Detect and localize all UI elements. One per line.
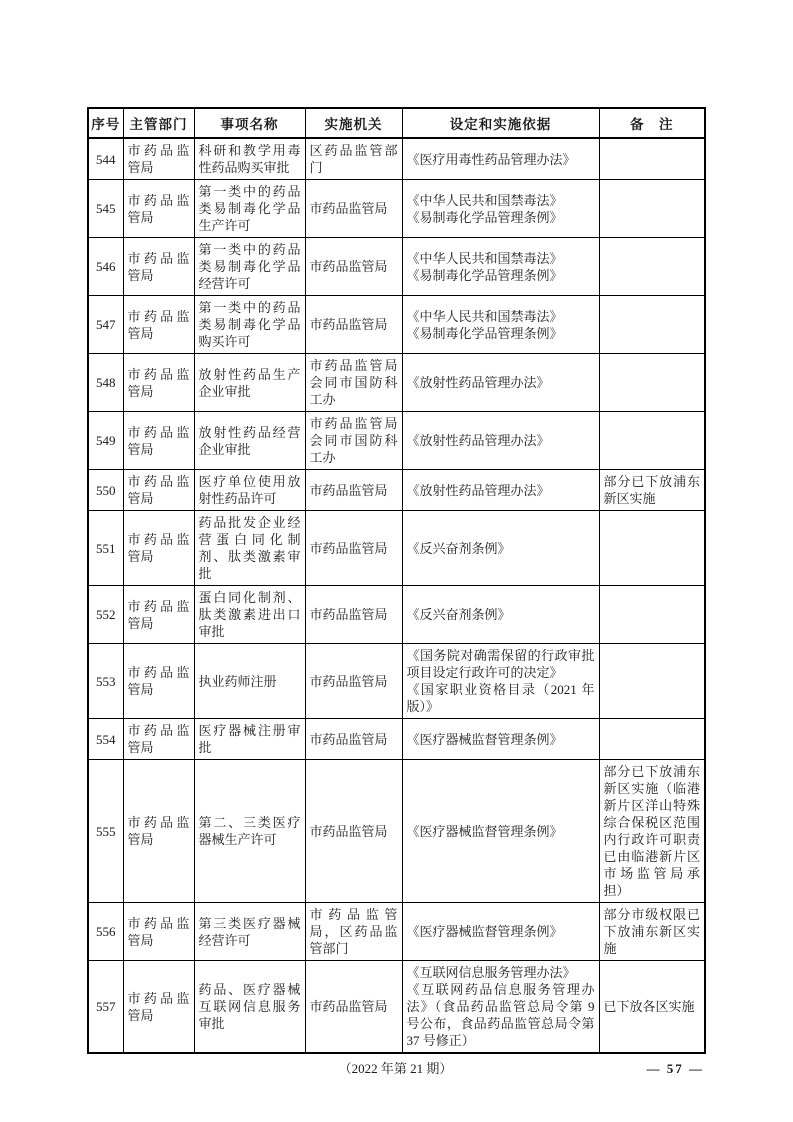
cell-item: 蛋白同化制剂、肽类激素进出口审批: [194, 586, 305, 644]
cell-basis: [402, 961, 599, 1054]
cell-dept: 市药品监管局: [123, 760, 194, 903]
table-row: [88, 296, 705, 354]
cell-agency: 市药品监管局: [305, 760, 402, 903]
cell-agency: 市药品监管局: [305, 511, 402, 586]
cell-dept: 市药品监管局: [123, 961, 194, 1054]
table-body: [88, 138, 705, 1053]
cell-dept: 市药品监管局: [123, 903, 194, 961]
table-row: [88, 719, 705, 760]
cell-agency: 市药品监管局: [305, 180, 402, 238]
cell-item: 药品批发企业经营蛋白同化制剂、肽类激素审批: [194, 511, 305, 586]
basis-entry: 《易制毒化学品管理条例》: [406, 209, 563, 225]
cell-agency: 市药品监管局: [305, 961, 402, 1054]
cell-no: 557: [88, 961, 123, 1054]
cell-basis: [402, 760, 599, 903]
page-footer: [87, 1060, 704, 1078]
cell-no: 546: [88, 238, 123, 296]
header-row: [88, 108, 705, 138]
col-header-no: 序号: [88, 108, 123, 138]
cell-basis: [402, 412, 599, 470]
col-header-dept: 主管部门: [123, 108, 194, 138]
basis-entry: 《中华人民共和国禁毒法》: [406, 250, 563, 266]
cell-item: 执业药师注册: [194, 644, 305, 719]
cell-note: [599, 412, 705, 470]
cell-item: 第二、三类医疗器械生产许可: [194, 760, 305, 903]
cell-basis: [402, 586, 599, 644]
cell-no: 551: [88, 511, 123, 586]
cell-basis: [402, 138, 599, 180]
cell-note: 部分已下放浦东新区实施（临港新片区洋山特殊综合保税区范围内行政许可职责已由临港新片区市场监管局承担）: [599, 760, 705, 903]
cell-note: [599, 238, 705, 296]
basis-entry: 《反兴奋剂条例》: [406, 607, 511, 622]
cell-dept: 市药品监管局: [123, 470, 194, 511]
cell-agency: 市药品监管局: [305, 470, 402, 511]
cell-dept: 市药品监管局: [123, 180, 194, 238]
cell-agency: 区药品监管部门: [305, 138, 402, 180]
table-row: [88, 412, 705, 470]
cell-dept: 市药品监管局: [123, 238, 194, 296]
basis-entry: 《中华人民共和国禁毒法》: [406, 192, 563, 208]
cell-note: [599, 719, 705, 760]
basis-entry: 《易制毒化学品管理条例》: [406, 267, 563, 283]
basis-entry: 《放射性药品管理办法》: [406, 482, 550, 498]
basis-entry: 《中华人民共和国禁毒法》: [406, 308, 563, 324]
basis-entry: 《国家职业资格目录（2021 年版）》: [406, 682, 595, 714]
basis-entry: 《国务院对确需保留的行政审批项目设定行政许可的决定》: [406, 648, 595, 680]
cell-no: 549: [88, 412, 123, 470]
table-row: [88, 586, 705, 644]
cell-item: 第一类中的药品类易制毒化学品购买许可: [194, 296, 305, 354]
cell-no: 544: [88, 138, 123, 180]
table-row: [88, 180, 705, 238]
cell-item: 医疗单位使用放射性药品许可: [194, 470, 305, 511]
table-row: [88, 511, 705, 586]
basis-entry: 《互联网信息服务管理办法》: [406, 965, 576, 980]
footer-page-number: — 57 —: [646, 1061, 704, 1076]
basis-entry: 《互联网药品信息服务管理办法》（食品药品监管总局令第 9 号公布，食品药品监管总局令第 37 号修正）: [406, 982, 595, 1048]
cell-basis: [402, 644, 599, 719]
cell-note: [599, 180, 705, 238]
cell-agency: 市药品监管局: [305, 238, 402, 296]
cell-note: [599, 511, 705, 586]
cell-agency: 市药品监管局: [305, 586, 402, 644]
cell-dept: 市药品监管局: [123, 412, 194, 470]
cell-agency: 市药品监管局: [305, 644, 402, 719]
cell-agency: 市药品监管局: [305, 296, 402, 354]
cell-no: 548: [88, 354, 123, 412]
col-header-item: 事项名称: [194, 108, 305, 138]
basis-entry: 《放射性药品管理办法》: [406, 433, 550, 448]
cell-no: 552: [88, 586, 123, 644]
cell-basis: [402, 511, 599, 586]
cell-no: 556: [88, 903, 123, 961]
basis-entry: 《反兴奋剂条例》: [406, 540, 511, 556]
cell-no: 555: [88, 760, 123, 903]
cell-note: [599, 296, 705, 354]
cell-dept: 市药品监管局: [123, 644, 194, 719]
cell-basis: [402, 180, 599, 238]
cell-no: 547: [88, 296, 123, 354]
cell-no: 554: [88, 719, 123, 760]
cell-basis: [402, 354, 599, 412]
cell-note: 部分市级权限已下放浦东新区实施: [599, 903, 705, 961]
table-row: [88, 238, 705, 296]
cell-note: 部分已下放浦东新区实施: [599, 470, 705, 511]
cell-basis: [402, 719, 599, 760]
cell-agency: 市药品监管局: [305, 719, 402, 760]
footer-issue-label: （2022 年第 21 期）: [338, 1061, 453, 1076]
cell-agency: 市药品监管局，区药品监管部门: [305, 903, 402, 961]
permit-items-table: [87, 107, 706, 1054]
cell-agency: 市药品监管局会同市国防科工办: [305, 354, 402, 412]
cell-dept: 市药品监管局: [123, 586, 194, 644]
cell-item: 医疗器械注册审批: [194, 719, 305, 760]
cell-dept: 市药品监管局: [123, 354, 194, 412]
basis-entry: 《医疗器械监督管理条例》: [406, 924, 563, 939]
cell-item: 放射性药品经营企业审批: [194, 412, 305, 470]
cell-no: 545: [88, 180, 123, 238]
cell-agency: 市药品监管局会同市国防科工办: [305, 412, 402, 470]
cell-item: 放射性药品生产企业审批: [194, 354, 305, 412]
cell-no: 553: [88, 644, 123, 719]
cell-item: 药品、医疗器械互联网信息服务审批: [194, 961, 305, 1054]
cell-item: 第三类医疗器械经营许可: [194, 903, 305, 961]
basis-entry: 《放射性药品管理办法》: [406, 375, 550, 390]
cell-note: 已下放各区实施: [599, 961, 705, 1054]
cell-note: [599, 354, 705, 412]
cell-item: 第一类中的药品类易制毒化学品经营许可: [194, 238, 305, 296]
table-row: [88, 354, 705, 412]
cell-no: 550: [88, 470, 123, 511]
table-row: [88, 470, 705, 511]
cell-dept: 市药品监管局: [123, 138, 194, 180]
col-header-basis: 设定和实施依据: [402, 108, 599, 138]
cell-basis: [402, 470, 599, 511]
table-row: [88, 644, 705, 719]
cell-note: [599, 586, 705, 644]
col-header-note: 备 注: [599, 108, 705, 138]
cell-basis: [402, 296, 599, 354]
basis-entry: 《医疗器械监督管理条例》: [406, 731, 563, 747]
col-header-agency: 实施机关: [305, 108, 402, 138]
table-row: [88, 903, 705, 961]
cell-basis: [402, 238, 599, 296]
cell-dept: 市药品监管局: [123, 511, 194, 586]
basis-entry: 《易制毒化学品管理条例》: [406, 325, 563, 341]
cell-dept: 市药品监管局: [123, 719, 194, 760]
table-row: [88, 760, 705, 903]
cell-note: [599, 644, 705, 719]
document-sheet: [87, 107, 704, 1078]
basis-entry: 《医疗器械监督管理条例》: [406, 823, 563, 839]
cell-item: 第一类中的药品类易制毒化学品生产许可: [194, 180, 305, 238]
table-row: [88, 138, 705, 180]
basis-entry: 《医疗用毒性药品管理办法》: [406, 151, 576, 167]
cell-item: 科研和教学用毒性药品购买审批: [194, 138, 305, 180]
table-row: [88, 961, 705, 1054]
cell-dept: 市药品监管局: [123, 296, 194, 354]
table-header: [88, 108, 705, 138]
cell-note: [599, 138, 705, 180]
cell-basis: [402, 903, 599, 961]
